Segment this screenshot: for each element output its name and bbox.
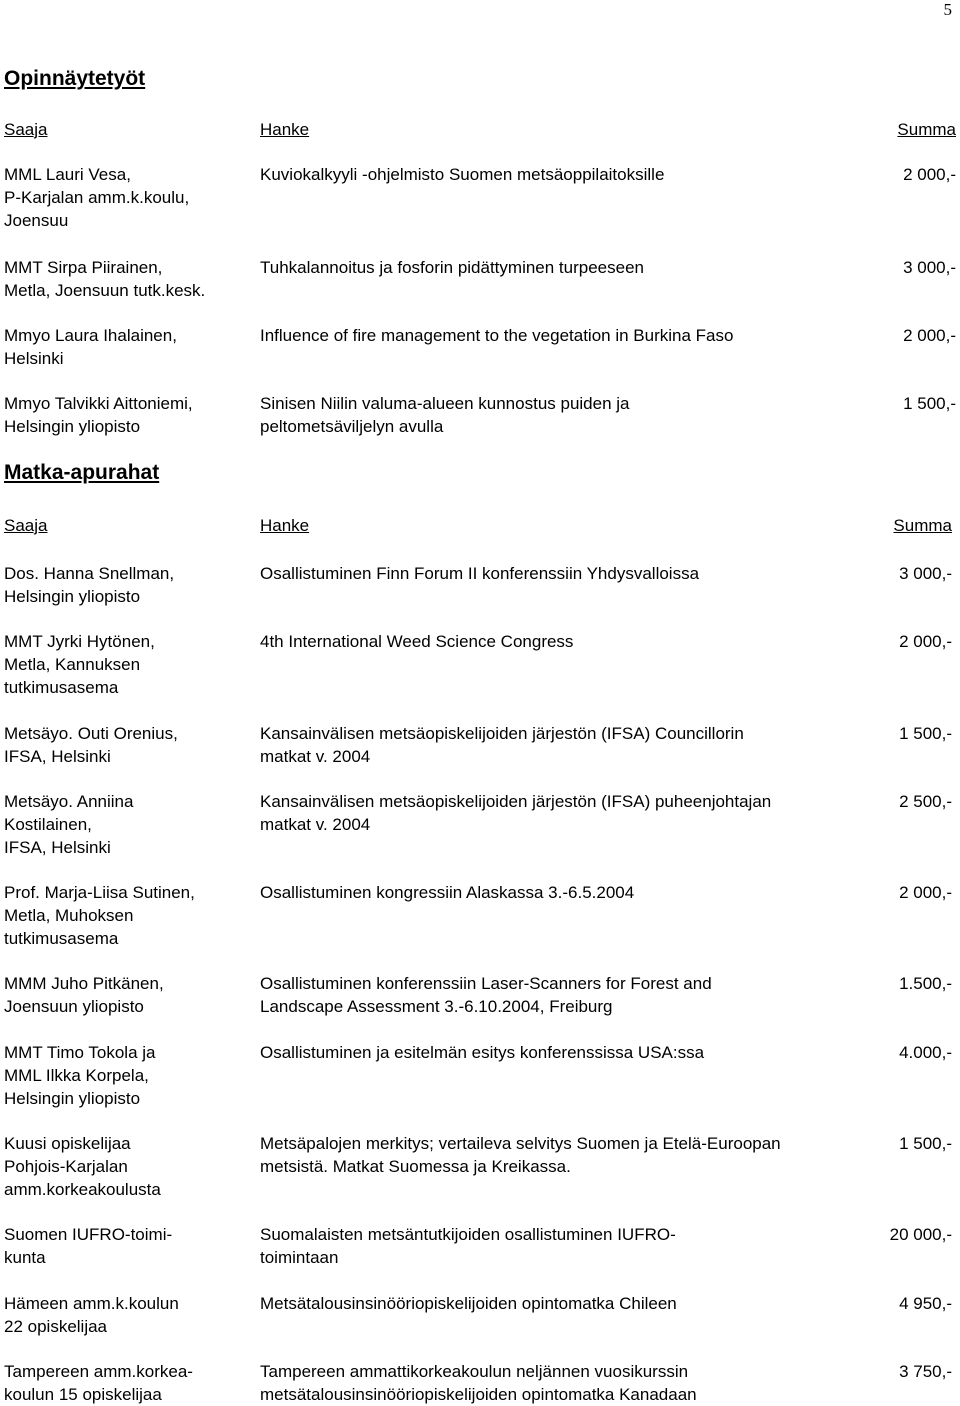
project-cell: Sinisen Niilin valuma-alueen kunnostus puiden ja peltometsäviljelyn avulla (260, 394, 630, 436)
recipient-cell: MMM Juho Pitkänen, Joensuun yliopisto (4, 974, 164, 1016)
recipient-cell: Suomen IUFRO-toimi- kunta (4, 1225, 173, 1267)
amount-cell: 3 000,- (899, 564, 952, 583)
recipient-cell: Dos. Hanna Snellman, Helsingin yliopisto (4, 564, 175, 606)
amount-cell: 20 000,- (889, 1225, 952, 1244)
amount-cell: 2 000,- (899, 883, 952, 902)
project-cell: Osallistuminen ja esitelmän esitys konferenssissa USA:ssa (260, 1043, 705, 1062)
project-cell: Kansainvälisen metsäopiskelijoiden järjestön (IFSA) Councillorin matkat v. 2004 (260, 724, 744, 766)
recipient-cell: Hämeen amm.k.koulun 22 opiskelijaa (4, 1294, 179, 1336)
header-amount: Summa (893, 516, 952, 535)
recipient-cell: Mmyo Laura Ihalainen, Helsinki (4, 326, 177, 368)
amount-cell: 2 000,- (899, 632, 952, 651)
amount-cell: 1 500,- (899, 724, 952, 743)
recipient-cell: Kuusi opiskelijaa Pohjois-Karjalan amm.korkeakoulusta (4, 1134, 161, 1199)
amount-cell: 3 750,- (899, 1362, 952, 1381)
recipient-cell: Prof. Marja-Liisa Sutinen, Metla, Muhoksen tutkimusasema (4, 883, 195, 948)
header-recipient: Saaja (4, 516, 48, 535)
recipient-cell: Mmyo Talvikki Aittoniemi, Helsingin yliopisto (4, 394, 193, 436)
header-amount: Summa (897, 120, 956, 139)
amount-cell: 2 000,- (903, 165, 956, 184)
project-cell: Influence of fire management to the vegetation in Burkina Faso (260, 326, 734, 345)
section-title-theses: Opinnäytetyöt (4, 67, 146, 90)
header-project: Hanke (260, 120, 310, 139)
header-recipient: Saaja (4, 120, 48, 139)
project-cell: Tuhkalannoitus ja fosforin pidättyminen turpeeseen (260, 258, 644, 277)
page-number: 5 (943, 0, 952, 19)
project-cell: Kuviokalkyyli -ohjelmisto Suomen metsäoppilaitoksille (260, 165, 665, 184)
project-cell: 4th International Weed Science Congress (260, 632, 574, 651)
project-cell: Kansainvälisen metsäopiskelijoiden järjestön (IFSA) puheenjohtajan matkat v. 2004 (260, 792, 772, 834)
amount-cell: 4.000,- (899, 1043, 952, 1062)
header-project: Hanke (260, 516, 310, 535)
project-cell: Suomalaisten metsäntutkijoiden osallistuminen IUFRO- toimintaan (260, 1225, 676, 1267)
amount-cell: 1 500,- (899, 1134, 952, 1153)
recipient-cell: Tampereen amm.korkea- koulun 15 opiskelijaa (4, 1362, 193, 1404)
amount-cell: 3 000,- (903, 258, 956, 277)
project-cell: Metsätalousinsinööriopiskelijoiden opintomatka Chileen (260, 1294, 677, 1313)
recipient-cell: Metsäyo. Outi Orenius, IFSA, Helsinki (4, 724, 178, 766)
recipient-cell: MMT Sirpa Piirainen, Metla, Joensuun tutk.kesk. (4, 258, 206, 300)
recipient-cell: MMT Jyrki Hytönen, Metla, Kannuksen tutkimusasema (4, 632, 155, 697)
amount-cell: 4 950,- (899, 1294, 952, 1313)
amount-cell: 1.500,- (899, 974, 952, 993)
section-title-travel-grants: Matka-apurahat (4, 461, 160, 484)
amount-cell: 1 500,- (903, 394, 956, 413)
project-cell: Osallistuminen konferenssiin Laser-Scanners for Forest and Landscape Assessment 3.-6.10.2004, Freiburg (260, 974, 712, 1016)
recipient-cell: Metsäyo. Anniina Kostilainen, IFSA, Helsinki (4, 792, 134, 857)
recipient-cell: MML Lauri Vesa, P-Karjalan amm.k.koulu, Joensuu (4, 165, 190, 230)
amount-cell: 2 000,- (903, 326, 956, 345)
recipient-cell: MMT Timo Tokola ja MML Ilkka Korpela, Helsingin yliopisto (4, 1043, 156, 1108)
project-cell: Osallistuminen kongressiin Alaskassa 3.-6.5.2004 (260, 883, 635, 902)
project-cell: Metsäpalojen merkitys; vertaileva selvitys Suomen ja Etelä-Euroopan metsistä. Matkat Suomessa ja Kreikassa. (260, 1134, 781, 1176)
project-cell: Tampereen ammattikorkeakoulun neljännen vuosikurssin metsätalousinsinööriopiskelijoiden opintomatka Kanadaan (260, 1362, 697, 1404)
project-cell: Osallistuminen Finn Forum II konferenssiin Yhdysvalloissa (260, 564, 700, 583)
amount-cell: 2 500,- (899, 792, 952, 811)
